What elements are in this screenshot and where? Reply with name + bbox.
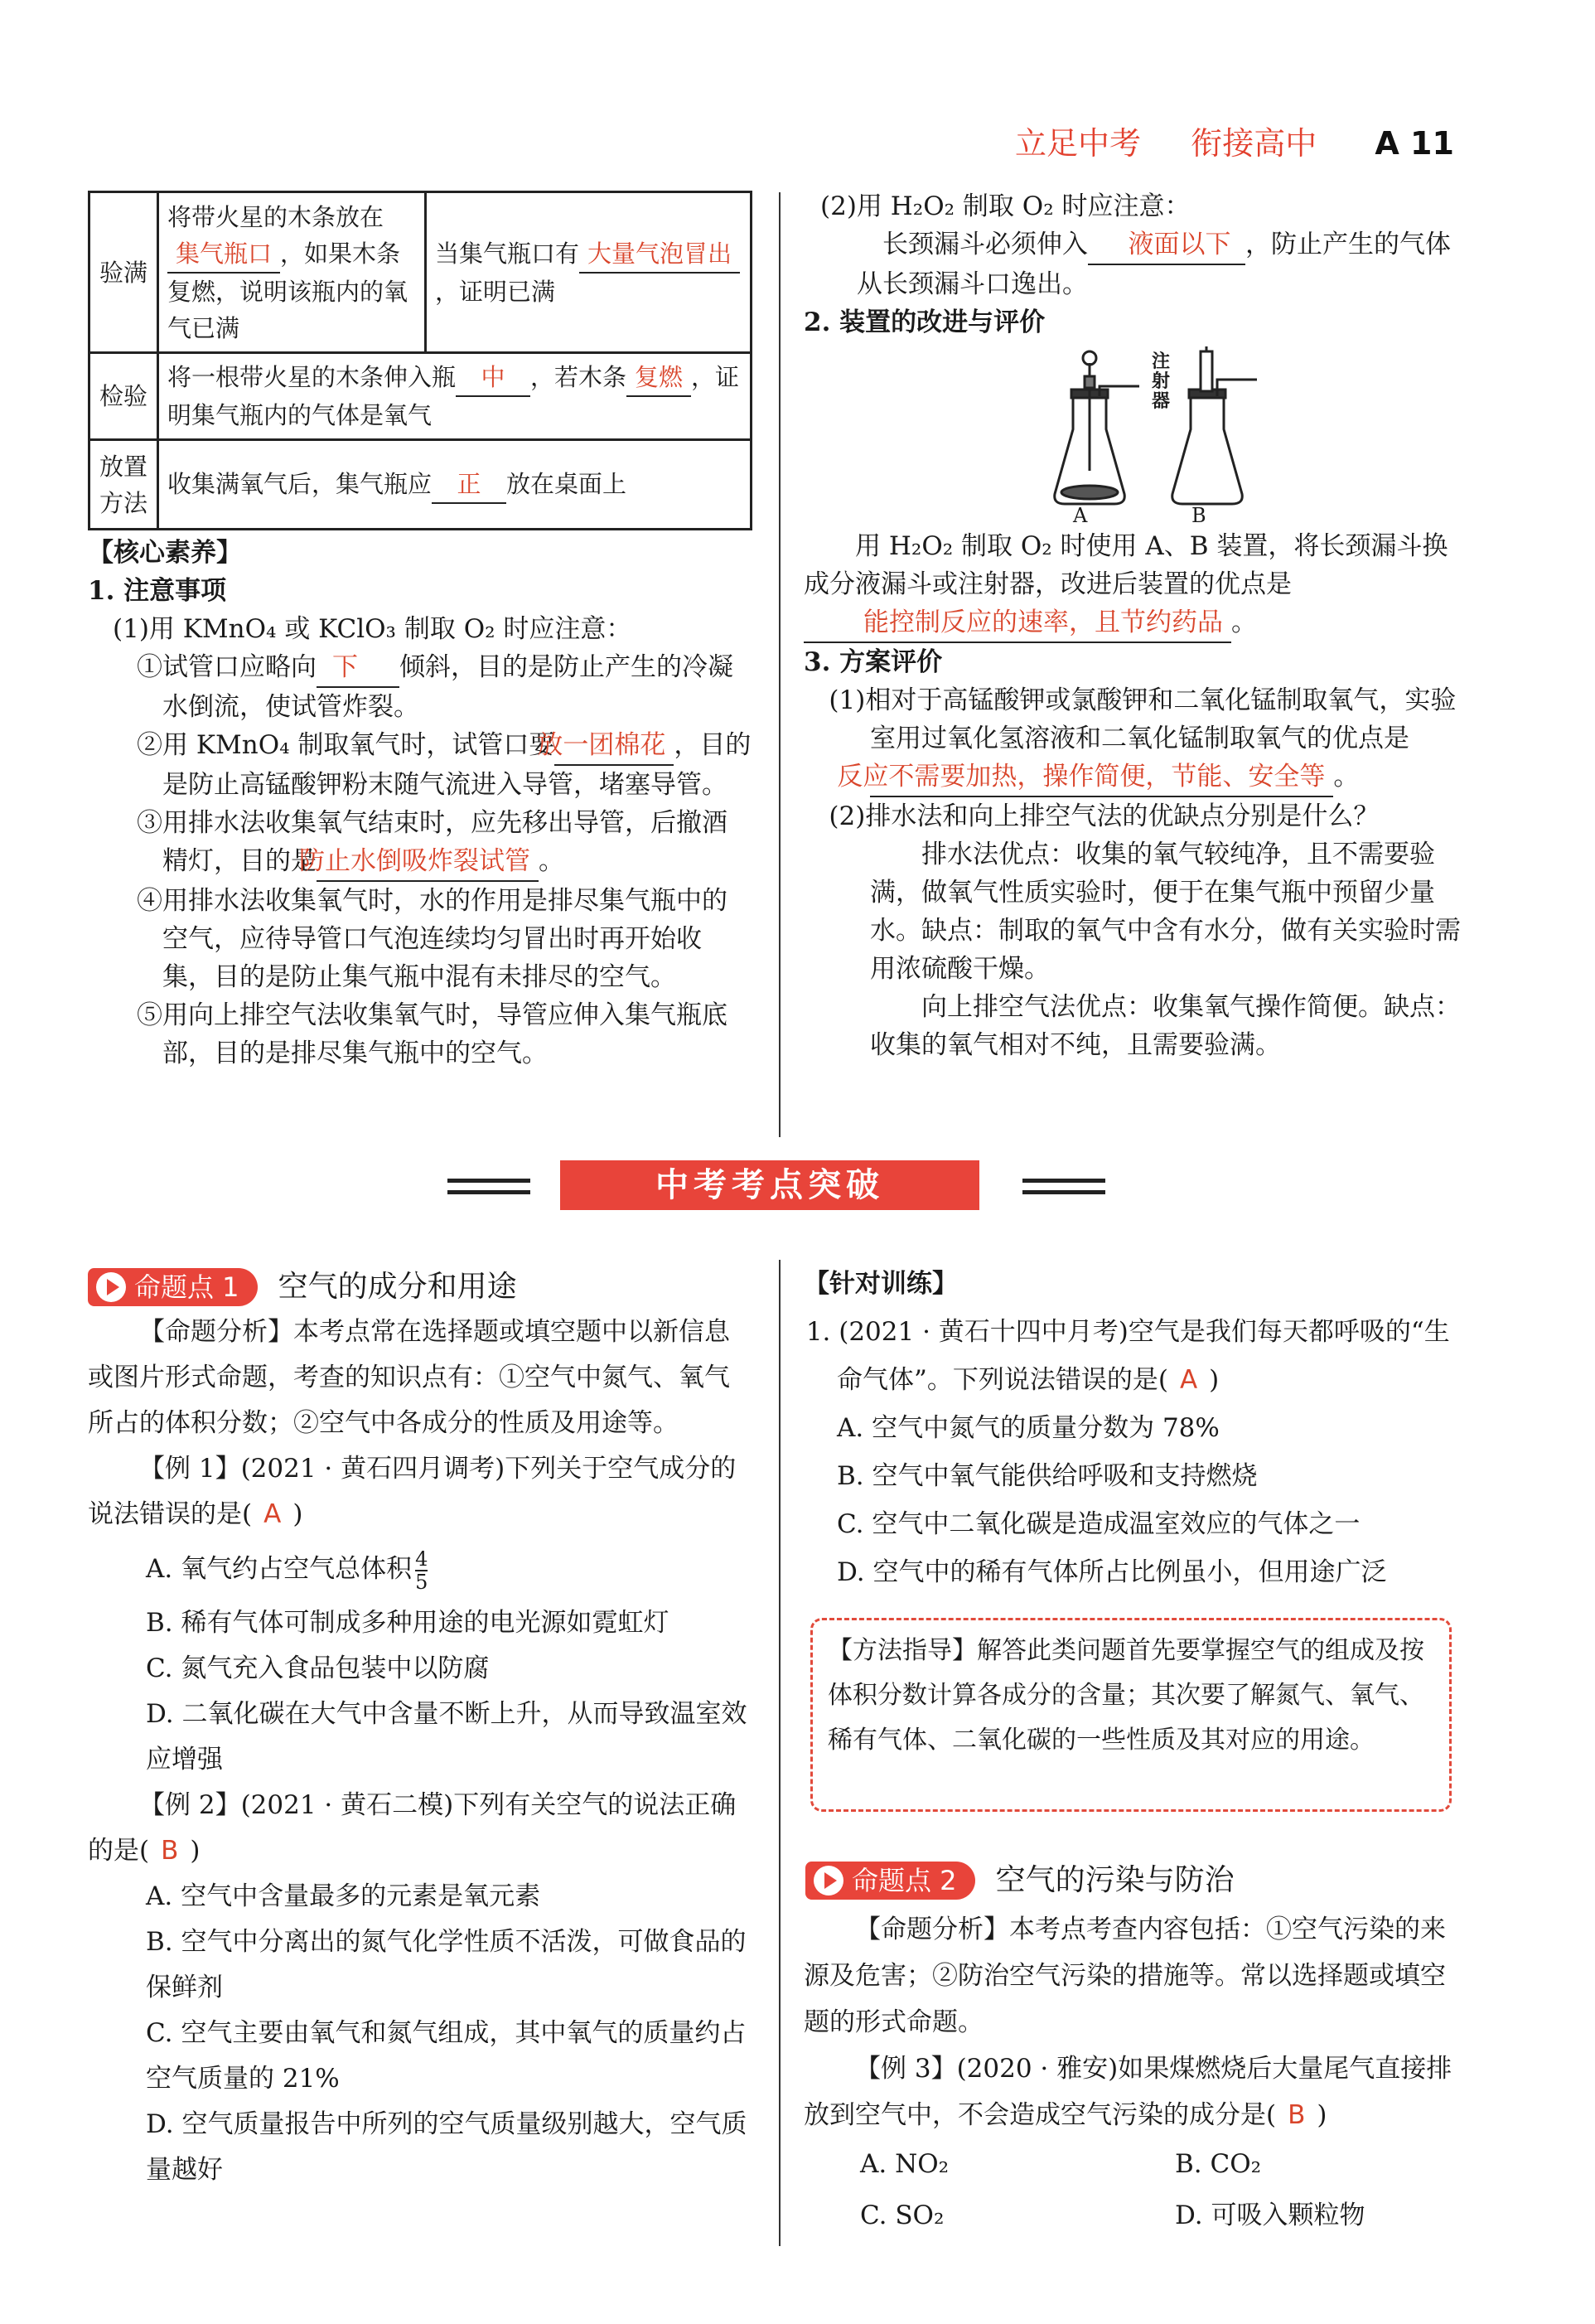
answer-blank: 集气瓶口 xyxy=(167,235,280,274)
point-1-header xyxy=(88,1263,517,1305)
cell-full-check-1: 将带火星的木条放在集气瓶口 ，如果木条复燃，说明该瓶内的氧气已满 xyxy=(158,192,426,353)
example-3-option-a: A. NO₂ xyxy=(860,2149,950,2179)
point-2-header xyxy=(805,1857,1235,1899)
label-a: A xyxy=(1073,504,1088,527)
answer-blank: 大量气泡冒出 xyxy=(579,235,740,274)
point-1-title: 空气的成分和用途 xyxy=(278,1270,517,1304)
example-3-options xyxy=(804,2138,1467,2241)
core-point-3: ③用排水法收集氧气结束时，应先移出导管，后撤酒精灯，目的是防止水倒吸炸裂试管 。 xyxy=(88,804,752,882)
point-2-body xyxy=(804,1906,1467,2241)
cell-test: 将一根带火星的木条伸入瓶 中 ，若木条 复燃 ，证明集气瓶内的气体是氧气 xyxy=(158,353,752,440)
example-2-option-b: B. 空气中分离出的氮气化学性质不活泼，可做食品的保鲜剂 xyxy=(146,1927,747,2002)
cell-placement: 收集满氧气后，集气瓶应 正 放在桌面上 xyxy=(158,440,752,530)
answer-blank: A xyxy=(1179,1365,1198,1395)
point-2-title: 空气的污染与防治 xyxy=(995,1863,1235,1897)
row-label-test: 检验 xyxy=(89,353,158,440)
answer-blank: 中 xyxy=(456,359,530,397)
answer-blank: A xyxy=(263,1499,282,1529)
answer-blank: 正 xyxy=(432,466,506,504)
training-section xyxy=(804,1260,1467,1596)
banner-right-rule-2 xyxy=(1022,1190,1105,1194)
right-mid-section xyxy=(804,527,1467,1064)
h2o2-note-body: 长颈漏斗必须伸入 液面以下 ，防止产生的气体从长颈漏斗口逸出。 xyxy=(804,225,1467,303)
core-point-5: ⑤用向上排空气法收集氧气时，导管应伸入集气瓶底部，目的是排尽集气瓶中的空气。 xyxy=(137,1000,727,1068)
example-2-question: 【例 2】(2021 · 黄石二模)下列有关空气的说法正确的是( B ) xyxy=(88,1790,737,1866)
core-sub-1: (1)用 KMnO₄ 或 KClO₃ 制取 O₂ 时应注意： xyxy=(113,614,632,644)
flask-a-icon xyxy=(1055,351,1139,504)
page-header xyxy=(1015,118,1454,163)
core-point-1: ①试管口应略向 下 倾斜，目的是防止产生的冷凝水倒流，使试管炸裂。 xyxy=(88,648,752,726)
answer-blank: 复燃 xyxy=(626,359,691,397)
point-2-badge: 命题点 2 xyxy=(805,1862,975,1900)
example-3-option-b: B. CO₂ xyxy=(1175,2149,1262,2179)
core-title: 【核心素养】 xyxy=(88,538,242,568)
fraction: $\frac{4}{5}$ xyxy=(415,1547,428,1594)
core-section xyxy=(88,534,752,1072)
example-2-option-a: A. 空气中含量最多的元素是氧元素 xyxy=(146,1881,541,1911)
training-q1-option-c: C. 空气中二氧化碳是造成温室效应的气体之一 xyxy=(837,1509,1361,1539)
core-point-4: ④用排水法收集氧气时，水的作用是排尽集气瓶中的空气，应待导管口气泡连续均匀冒出时再开始收集，目的是防止集气瓶中混有未排尽的空气。 xyxy=(137,886,727,992)
answer-blank: 液面以下 xyxy=(1088,225,1245,265)
item-3-title: 3. 方案评价 xyxy=(804,647,943,677)
training-title: 【针对训练】 xyxy=(804,1269,958,1299)
column-divider-top xyxy=(779,192,781,1137)
row-label-placement: 放置方法 xyxy=(89,440,158,530)
example-1-option-b: B. 稀有气体可制成多种用途的电光源如霓虹灯 xyxy=(146,1608,669,1638)
example-2-option-c: C. 空气主要由氧气和氮气组成，其中氧气的质量约占空气质量的 21% xyxy=(146,2018,747,2094)
eval-1: (1)相对于高锰酸钾或氯酸钾和二氧化锰制取氧气，实验室用过氧化氢溶液和二氧化锰制取氧气的优点是反应不需要加热，操作简便，节能、安全等 。 xyxy=(804,681,1467,797)
right-top-section xyxy=(804,187,1467,341)
play-icon xyxy=(814,1866,843,1896)
banner-right-rule xyxy=(1022,1179,1105,1183)
core-point-2: ②用 KMnO₄ 制取氧气时，试管口要放一团棉花 ，目的是防止高锰酸钾粉末随气流进入导管，堵塞导管。 xyxy=(88,726,752,804)
answer-blank: 防止水倒吸炸裂试管 xyxy=(317,842,539,882)
answer-blank: 能控制反应的速率，且节约药品 xyxy=(804,603,1231,643)
header-slogan-1: 立足中考 xyxy=(1015,125,1142,162)
flask-b-icon xyxy=(1172,346,1257,504)
header-slogan-2: 衔接高中 xyxy=(1191,125,1317,162)
oxygen-table xyxy=(88,191,752,530)
cell-full-check-2: 当集气瓶口有 大量气泡冒出，证明已满 xyxy=(426,192,752,353)
improve-text: 用 H₂O₂ 制取 O₂ 时使用 A、B 装置，将长颈漏斗换成分液漏斗或注射器，改进后装置的优点是能控制反应的速率，且节约药品 。 xyxy=(804,527,1467,643)
example-1-option-c: C. 氮气充入食品包装中以防腐 xyxy=(146,1653,490,1683)
section-banner xyxy=(447,1160,1110,1212)
answer-blank: 反应不需要加热，操作简便，节能、安全等 xyxy=(870,758,1333,797)
example-1-option-a: A. 氧气约占空气总体积 $\frac{4}{5}$ xyxy=(146,1547,428,1594)
label-b: B xyxy=(1191,504,1206,527)
page-number: A 11 xyxy=(1375,125,1454,162)
item-2-title: 2. 装置的改进与评价 xyxy=(804,307,1046,337)
banner-box: 中考考点突破 xyxy=(560,1160,979,1210)
column-divider-bottom xyxy=(779,1260,781,2246)
training-q1-option-b: B. 空气中氧气能供给呼吸和支持燃烧 xyxy=(837,1461,1258,1491)
answer-blank: B xyxy=(161,1836,179,1866)
h2o2-note: (2)用 H₂O₂ 制取 O₂ 时应注意： xyxy=(820,191,1191,221)
banner-left-rule-2 xyxy=(447,1190,530,1194)
row-label-full-check: 验满 xyxy=(89,192,158,353)
play-icon xyxy=(96,1272,126,1302)
eval-2-answer-a: 排水法优点：收集的氧气较纯净，且不需要验满，做氧气性质实验时，便于在集气瓶中预留少量水。缺点：制取的氧气中含有水分，做有关实验时需用浓硫酸干燥。 xyxy=(870,840,1461,984)
example-3-option-c: C. SO₂ xyxy=(860,2201,945,2230)
training-q1-option-a: A. 空气中氮气的质量分数为 78% xyxy=(837,1413,1220,1443)
training-q1: 1. (2021 · 黄石十四中月考)空气是我们每天都呼吸的“生命气体”。下列说法错误的是( A ) xyxy=(805,1317,1450,1395)
banner-left-rule xyxy=(447,1179,530,1183)
example-3-option-d: D. 可吸入颗粒物 xyxy=(1175,2201,1365,2230)
example-1-question: 【例 1】(2021 · 黄石四月调考)下列关于空气成分的说法错误的是( A ) xyxy=(88,1454,737,1529)
eval-2-answer-b: 向上排空气法优点：收集氧气操作简便。缺点：收集的氧气相对不纯，且需要验满。 xyxy=(870,992,1461,1060)
point-1-analysis: 【命题分析】本考点常在选择题或填空题中以新信息或图片形式命题，考查的知识点有：①空气中氮气、氧气所占的体积分数；②空气中各成分的性质及用途等。 xyxy=(88,1317,730,1438)
training-q1-option-d: D. 空气中的稀有气体所占比例虽小，但用途广泛 xyxy=(837,1557,1387,1587)
answer-blank: 放一团棉花 xyxy=(554,726,674,766)
example-3-question: 【例 3】(2020 · 雅安)如果煤燃烧后大量尾气直接排放到空气中，不会造成空气污染的成分是( B ) xyxy=(804,2054,1452,2130)
example-2-option-d: D. 空气质量报告中所列的空气质量级别越大，空气质量越好 xyxy=(146,2109,747,2185)
example-1-option-d: D. 二氧化碳在大气中含量不断上升，从而导致温室效应增强 xyxy=(146,1699,747,1774)
method-guide-box xyxy=(810,1618,1452,1812)
label-syringe: 注射器 xyxy=(1152,351,1171,412)
core-item-1: 1. 注意事项 xyxy=(88,576,227,606)
answer-blank: 下 xyxy=(317,648,399,688)
point-1-body xyxy=(88,1310,752,2193)
point-2-analysis: 【命题分析】本考点考查内容包括：①空气污染的来源及危害；②防治空气污染的措施等。常以选择题或填空题的形式命题。 xyxy=(804,1915,1446,2037)
method-guide-text: 【方法指导】解答此类问题首先要掌握空气的组成及按体积分数计算各成分的含量；其次要了解氮气、氧气、稀有气体、二氧化碳的一些性质及其对应的用途。 xyxy=(828,1636,1424,1755)
point-1-badge: 命题点 1 xyxy=(88,1268,258,1306)
eval-2: (2)排水法和向上排空气法的优缺点分别是什么？ xyxy=(829,801,1380,831)
answer-blank: B xyxy=(1288,2100,1306,2130)
